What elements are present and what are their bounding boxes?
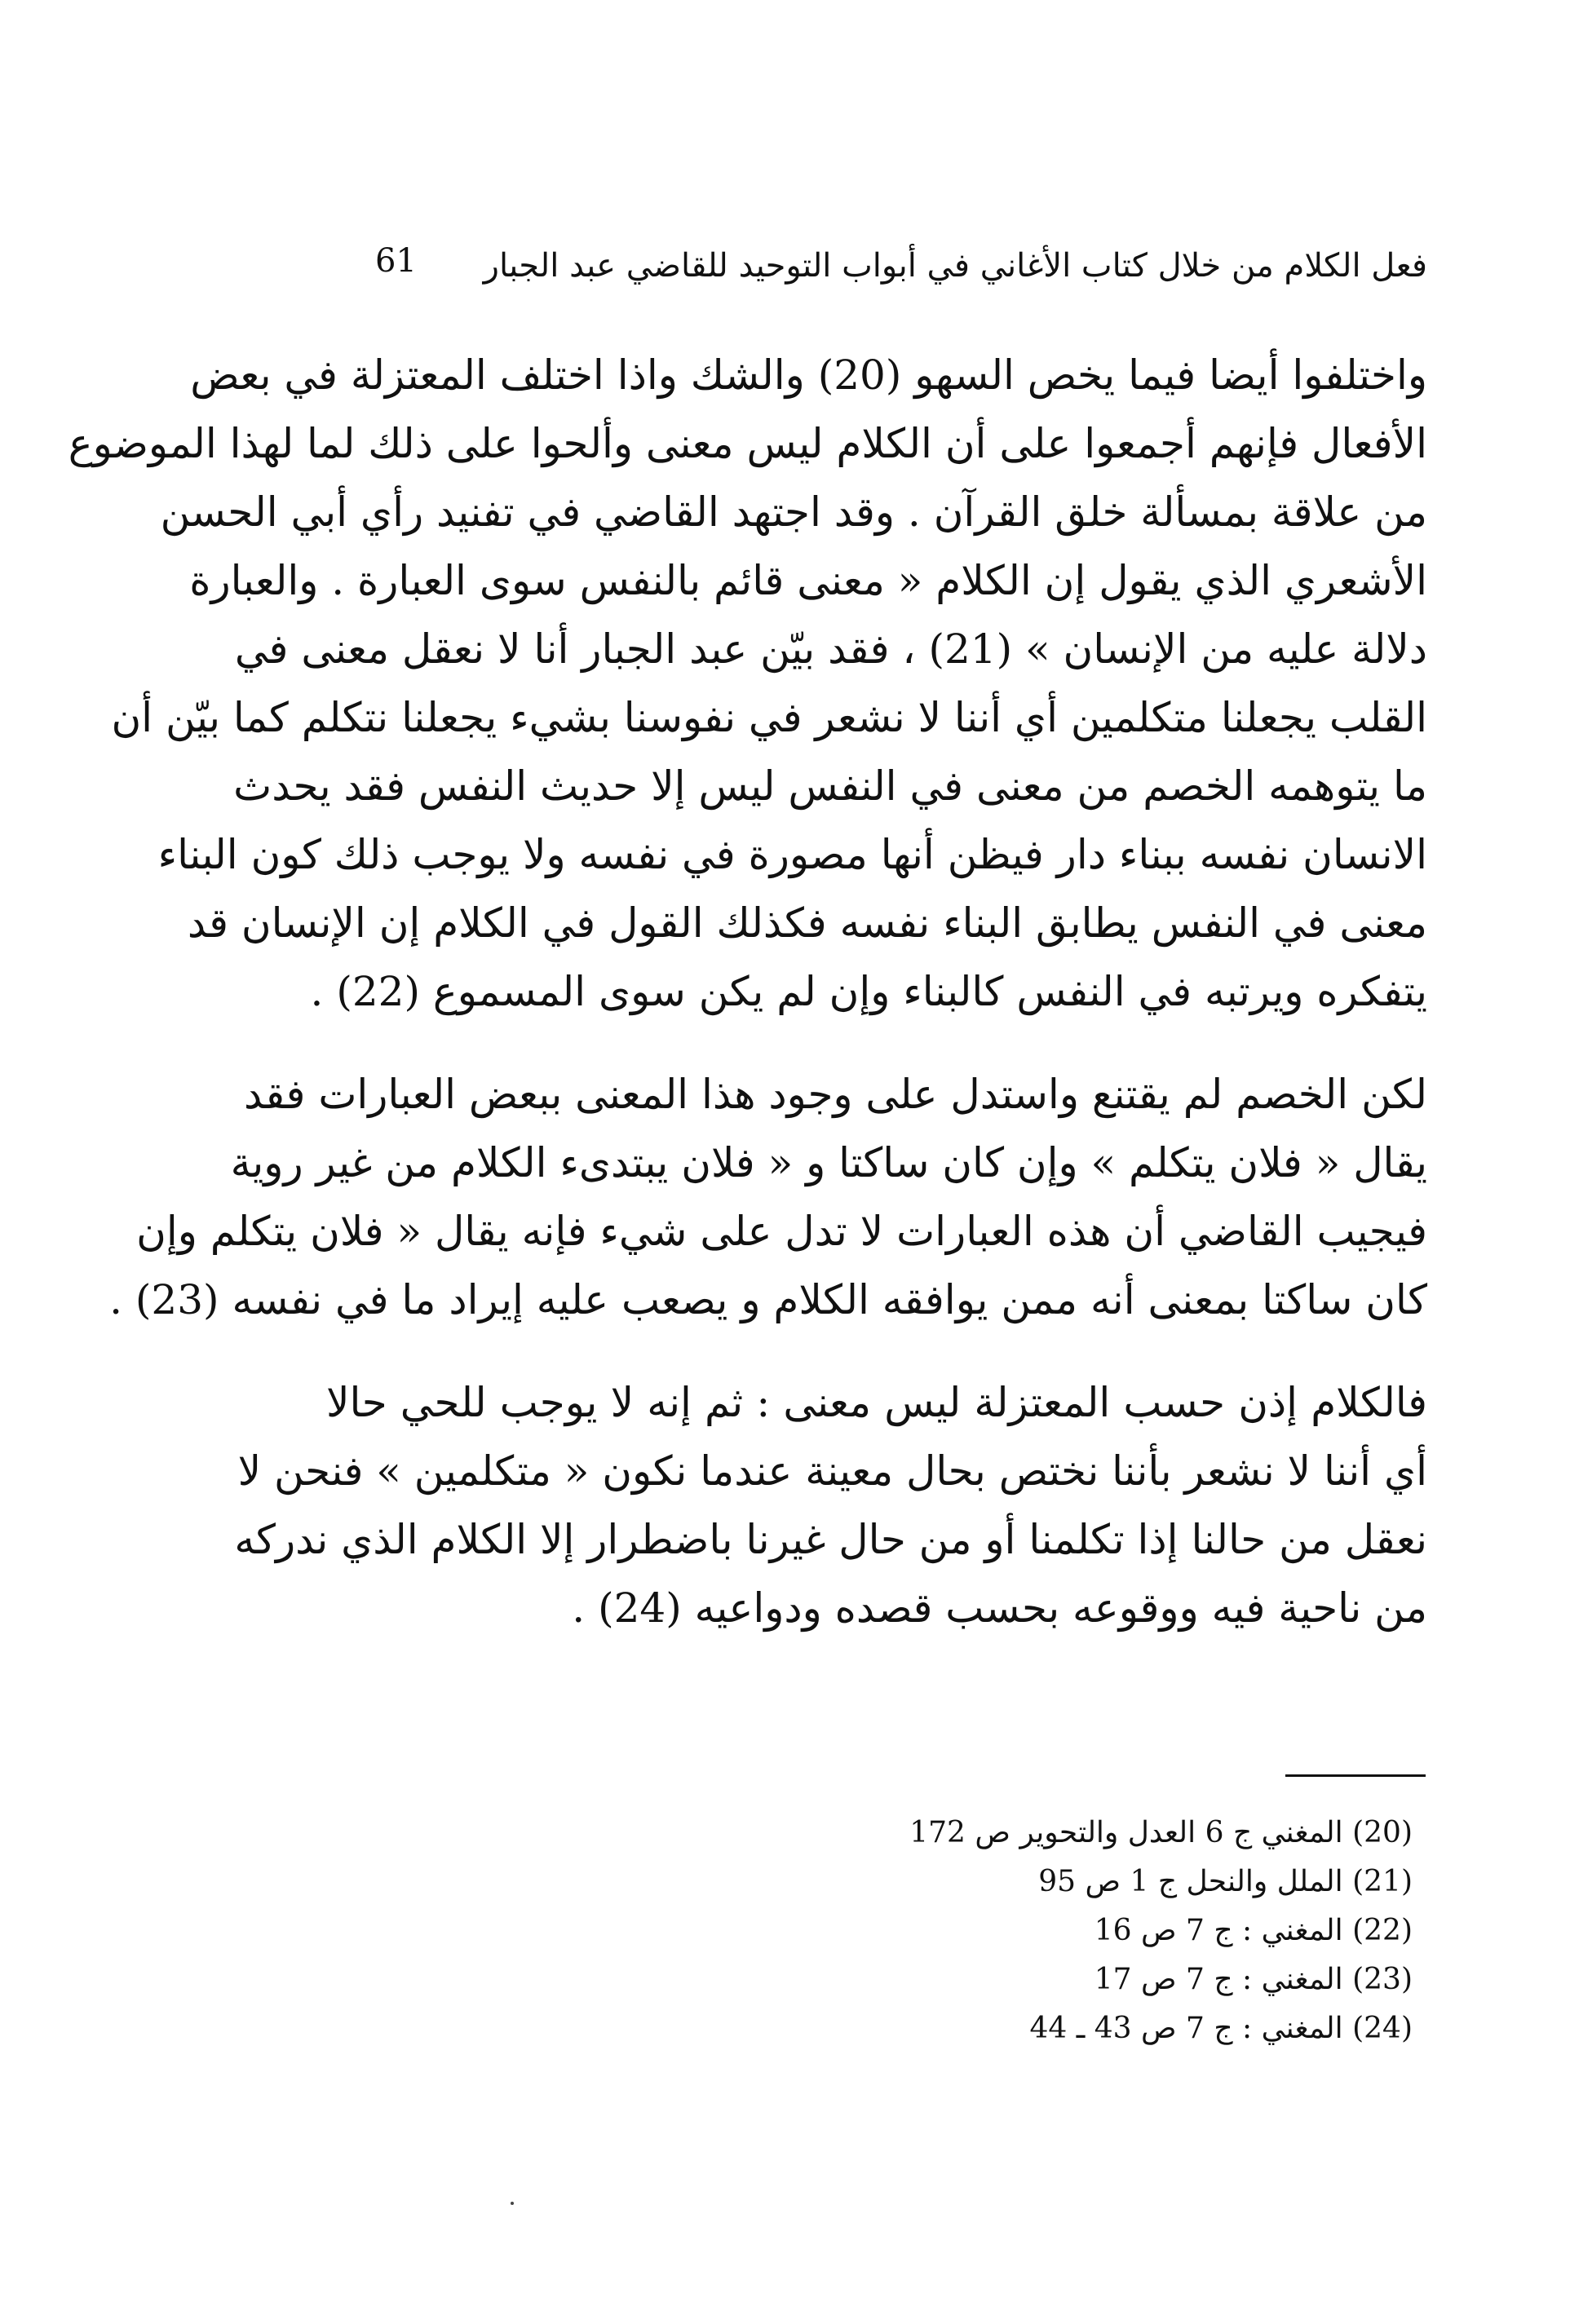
text-line: الأشعري الذي يقول إن الكلام « معنى قائم بالنفس سوى العبارة . والعبارة [189,557,1427,604]
text-line: يقال « فلان يتكلم » وإن كان ساكتا و « فلان يبتدىء الكلام من غير روية [230,1139,1427,1186]
footnote: (22) المغني : ج 7 ص 16 [1094,1914,1413,1947]
footnote: (20) المغني ج 6 العدل والتحوير ص 172 [909,1816,1413,1849]
footnotes [679,1809,1413,2053]
text-line: الأفعال فإنهم أجمعوا على أن الكلام ليس معنى وألحوا على ذلك لما لهذا الموضوع [68,420,1427,467]
text-line: فالكلام إذن حسب المعتزلة ليس معنى : ثم إنه لا يوجب للحي حالا [326,1379,1427,1426]
text-line: نعقل من حالنا إذا تكلمنا أو من حال غيرنا باضطرار إلا الكلام الذي ندركه [234,1516,1427,1563]
paragraph [68,341,1427,1026]
running-title: فعل الكلام من خلال كتاب الأغاني في أبواب التوحيد للقاضي عبد الجبار [483,247,1427,285]
text-line: أي أننا لا نشعر بأننا نختص بحال معينة عندما نكون « متكلمين » فنحن لا [237,1447,1427,1495]
footnote-divider [1285,1774,1426,1777]
text-line: من علاقة بمسألة خلق القرآن . وقد اجتهد القاضي في تفنيد رأي أبي الحسن [160,488,1427,536]
text-line: ما يتوهمه الخصم من معنى في النفس ليس إلا حديث النفس فقد يحدث [233,762,1427,810]
text-line: معنى في النفس يطابق البناء نفسه فكذلك القول في الكلام إن الإنسان قد [187,899,1427,947]
scan-speck [511,2202,514,2205]
text-line: من ناحية فيه ووقوعه بحسب قصده ودواعيه (24) . [572,1584,1427,1632]
text-line: فيجيب القاضي أن هذه العبارات لا تدل على شيء فإنه يقال « فلان يتكلم وإن [136,1208,1427,1255]
footnote: (21) الملل والنحل ج 1 ص 95 [1038,1865,1413,1898]
text-line: الانسان نفسه ببناء دار فيظن أنها مصورة في نفسه ولا يوجب ذلك كون البناء [157,831,1427,878]
page-header [375,241,1427,298]
footnote: (23) المغني : ج 7 ص 17 [1094,1963,1413,1996]
footnote: (24) المغني : ج 7 ص 43 ـ 44 [1029,2012,1413,2045]
text-line: يتفكره ويرتبه في النفس كالبناء وإن لم يكن سوى المسموع (22) . [310,968,1427,1015]
text-line: القلب يجعلنا متكلمين أي أننا لا نشعر في نفوسنا بشيء يجعلنا نتكلم كما بيّن أن [111,694,1427,741]
text-line: واختلفوا أيضا فيما يخص السهو (20) والشك واذا اختلف المعتزلة في بعض [190,351,1427,399]
main-text [68,341,1427,1642]
paragraph [234,1368,1427,1642]
paragraph [109,1060,1427,1334]
text-line: كان ساكتا بمعنى أنه ممن يوافقه الكلام و يصعب عليه إيراد ما في نفسه (23) . [109,1276,1427,1323]
text-line: دلالة عليه من الإنسان » (21) ، فقد بيّن عبد الجبار أنا لا نعقل معنى في [234,625,1427,673]
page-number: 61 [375,242,417,280]
text-line: لكن الخصم لم يقتنع واستدل على وجود هذا المعنى ببعض العبارات فقد [243,1071,1427,1118]
